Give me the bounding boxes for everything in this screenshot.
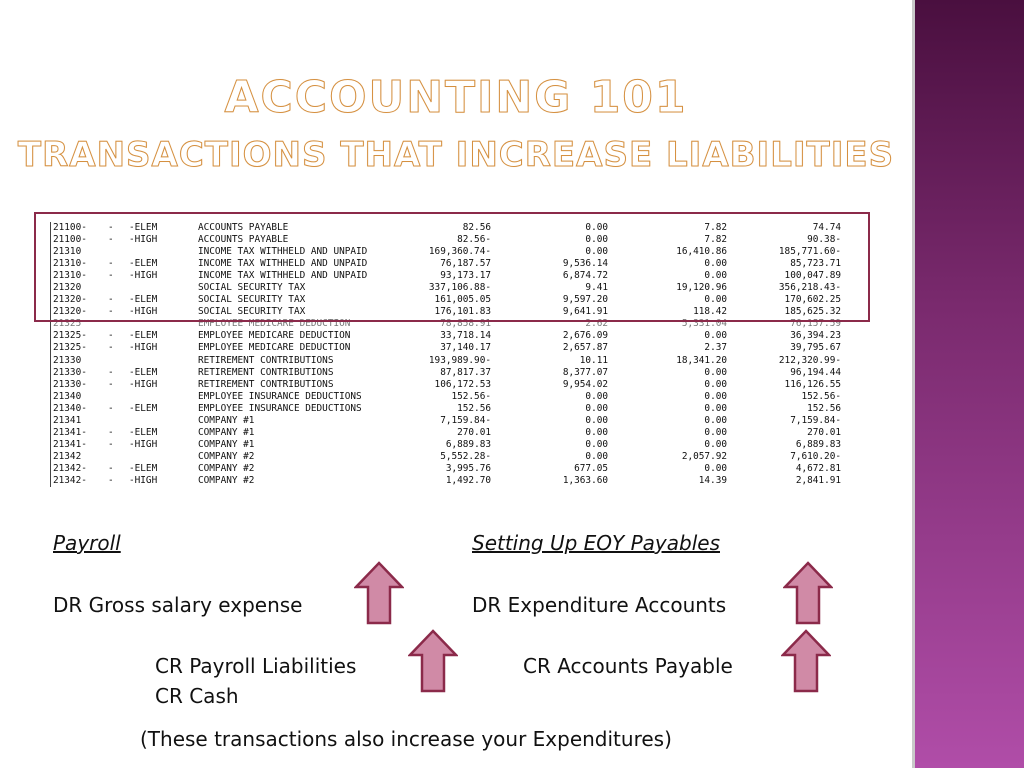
amount-col-3: 0.00 [704,378,727,390]
amount-col-1: 270.01 [457,426,491,438]
amount-col-4: 185,625.32 [784,306,841,318]
amount-col-4: 152.56- [801,390,841,402]
account-description: INCOME TAX WITHHELD AND UNPAID [198,246,368,258]
row-type: -ELEM [129,462,158,474]
row-separator: - [108,378,114,390]
amount-col-1: 87,817.37 [440,366,491,378]
amount-col-4: 39,795.67 [790,342,841,354]
amount-col-2: 1,363.60 [562,474,608,486]
amount-col-4: 2,841.91 [795,474,841,486]
table-row [51,403,871,415]
table-row [51,475,871,487]
amount-col-3: 16,410.86 [676,246,727,258]
slide-subtitle: TRANSACTIONS THAT INCREASE LIABILITIES [17,135,895,175]
amount-col-1: 5,552.28- [440,450,491,462]
amount-col-4: 356,218.43- [778,282,841,294]
account-description: EMPLOYEE INSURANCE DEDUCTIONS [198,402,362,414]
amount-col-2: 0.00 [585,390,608,402]
amount-col-3: 0.00 [704,438,727,450]
amount-col-3: 2.37 [704,342,727,354]
account-number: 21340 [53,390,82,402]
account-number: 21310 [53,246,82,258]
payroll-heading: Payroll [53,531,121,555]
account-number: 21320 [53,282,82,294]
amount-col-2: 0.00 [585,438,608,450]
account-description: COMPANY #1 [198,414,255,426]
amount-col-4: 116,126.55 [784,378,841,390]
eoy-debit: DR Expenditure Accounts [472,593,727,617]
account-description: SOCIAL SECURITY TAX [198,294,306,306]
amount-col-1: 6,889.83 [445,438,491,450]
row-separator: - [108,294,114,306]
amount-col-2: 0.00 [585,246,608,258]
row-type: -HIGH [129,306,158,318]
row-type: -HIGH [129,234,158,246]
account-description: RETIREMENT CONTRIBUTIONS [198,378,334,390]
account-number: 21341- [53,438,87,450]
amount-col-1: 106,172.53 [434,378,491,390]
amount-col-1: 7,159.84- [440,414,491,426]
account-number: 21320- [53,294,87,306]
amount-col-3: 19,120.96 [676,282,727,294]
account-description: RETIREMENT CONTRIBUTIONS [198,354,334,366]
amount-col-3: 0.00 [704,258,727,270]
account-description: SOCIAL SECURITY TAX [198,282,306,294]
amount-col-1: 37,140.17 [440,342,491,354]
amount-col-3: 0.00 [704,330,727,342]
up-arrow-icon [408,629,458,693]
account-description: COMPANY #2 [198,462,255,474]
account-number: 21330- [53,366,87,378]
amount-col-2: 0.00 [585,234,608,246]
table-row [51,415,871,427]
amount-col-2: 677.05 [574,462,608,474]
amount-col-3: 5,331.04 [681,318,727,330]
account-number: 21325 [53,318,82,330]
account-number: 21342 [53,450,82,462]
amount-col-4: 100,047.89 [784,270,841,282]
amount-col-2: 2,657.87 [562,342,608,354]
row-type: -HIGH [129,270,158,282]
amount-col-2: 0.00 [585,426,608,438]
amount-col-4: 76,157.59 [790,318,841,330]
amount-col-1: 76,187.57 [440,258,491,270]
account-description: COMPANY #1 [198,438,255,450]
decorative-sidebar [912,0,1024,768]
account-description: ACCOUNTS PAYABLE [198,234,289,246]
slide-title: ACCOUNTING 101 [224,72,688,123]
row-separator: - [108,402,114,414]
amount-col-4: 6,889.83 [795,438,841,450]
table-row [51,330,871,342]
account-description: EMPLOYEE INSURANCE DEDUCTIONS [198,390,362,402]
amount-col-2: 0.00 [585,402,608,414]
table-row [51,367,871,379]
amount-col-4: 7,610.20- [790,450,841,462]
amount-col-2: 0.00 [585,414,608,426]
amount-col-3: 2,057.92 [681,450,727,462]
account-number: 21341- [53,426,87,438]
amount-col-1: 82.56 [462,222,491,233]
table-row [51,342,871,354]
account-number: 21342- [53,474,87,486]
amount-col-4: 185,771.60- [778,246,841,258]
row-type: -ELEM [129,330,158,342]
amount-col-2: 6,874.72 [562,270,608,282]
row-separator: - [108,270,114,282]
row-separator: - [108,462,114,474]
account-description: INCOME TAX WITHHELD AND UNPAID [198,270,368,282]
amount-col-1: 78,858.91 [440,318,491,330]
up-arrow-icon [783,561,833,625]
amount-col-3: 0.00 [704,294,727,306]
account-description: COMPANY #2 [198,474,255,486]
table-row [51,463,871,475]
amount-col-3: 0.00 [704,270,727,282]
account-number: 21342- [53,462,87,474]
account-number: 21340- [53,402,87,414]
amount-col-3: 0.00 [704,402,727,414]
amount-col-2: 9,954.02 [562,378,608,390]
account-number: 21325- [53,330,87,342]
amount-col-1: 33,718.14 [440,330,491,342]
table-row [51,355,871,367]
amount-col-2: 10.11 [579,354,608,366]
amount-col-2: 8,377.07 [562,366,608,378]
row-type: -ELEM [129,294,158,306]
eoy-heading: Setting Up EOY Payables [472,531,720,555]
row-separator: - [108,342,114,354]
amount-col-3: 0.00 [704,390,727,402]
account-description: EMPLOYEE MEDICARE DEDUCTION [198,318,351,330]
amount-col-3: 118.42 [693,306,727,318]
account-number: 21320- [53,306,87,318]
amount-col-3: 0.00 [704,462,727,474]
row-type: -HIGH [129,438,158,450]
amount-col-4: 96,194.44 [790,366,841,378]
table-row [51,379,871,391]
amount-col-2: 9,641.91 [562,306,608,318]
amount-col-1: 152.56- [451,390,491,402]
amount-col-3: 7.82 [704,222,727,233]
row-separator: - [108,330,114,342]
up-arrow-icon [354,561,404,625]
amount-col-3: 0.00 [704,426,727,438]
account-number: 21100- [53,222,87,233]
amount-col-4: 152.56 [807,402,841,414]
account-description: COMPANY #2 [198,450,255,462]
amount-col-3: 7.82 [704,234,727,246]
table-row [51,451,871,463]
account-description: INCOME TAX WITHHELD AND UNPAID [198,258,368,270]
amount-col-4: 4,672.81 [795,462,841,474]
row-separator: - [108,438,114,450]
row-separator: - [108,306,114,318]
amount-col-1: 161,005.05 [434,294,491,306]
row-type: -ELEM [129,258,158,270]
row-separator: - [108,222,114,233]
account-number: 21330- [53,378,87,390]
amount-col-3: 14.39 [698,474,727,486]
amount-col-2: 0.00 [585,222,608,233]
amount-col-4: 74.74 [812,222,841,233]
account-description: ACCOUNTS PAYABLE [198,222,289,233]
amount-col-4: 36,394.23 [790,330,841,342]
account-description: COMPANY #1 [198,426,255,438]
account-number: 21330 [53,354,82,366]
amount-col-1: 169,360.74- [428,246,491,258]
table-row [51,427,871,439]
row-type: -HIGH [129,378,158,390]
row-separator: - [108,258,114,270]
account-description: EMPLOYEE MEDICARE DEDUCTION [198,330,351,342]
table-row [51,391,871,403]
amount-col-4: 85,723.71 [790,258,841,270]
eoy-credit: CR Accounts Payable [523,654,733,678]
account-description: SOCIAL SECURITY TAX [198,306,306,318]
amount-col-1: 193,989.90- [428,354,491,366]
amount-col-4: 212,320.99- [778,354,841,366]
account-number: 21310- [53,270,87,282]
payroll-credit-liabilities: CR Payroll Liabilities [155,654,357,678]
account-number: 21325- [53,342,87,354]
amount-col-2: 9,597.20 [562,294,608,306]
row-type: -ELEM [129,222,158,233]
amount-col-2: 9.41 [585,282,608,294]
account-number: 21341 [53,414,82,426]
row-separator: - [108,426,114,438]
amount-col-2: 0.00 [585,450,608,462]
amount-col-4: 7,159.84- [790,414,841,426]
amount-col-3: 18,341.20 [676,354,727,366]
account-number: 21100- [53,234,87,246]
amount-col-1: 176,101.83 [434,306,491,318]
amount-col-1: 3,995.76 [445,462,491,474]
amount-col-3: 0.00 [704,366,727,378]
account-description: EMPLOYEE MEDICARE DEDUCTION [198,342,351,354]
row-type: -ELEM [129,426,158,438]
row-type: -ELEM [129,366,158,378]
amount-col-2: 2.62 [585,318,608,330]
footnote: (These transactions also increase your Expenditures) [140,727,672,751]
table-row [51,439,871,451]
amount-col-1: 152.56 [457,402,491,414]
account-number: 21310- [53,258,87,270]
row-separator: - [108,234,114,246]
amount-col-4: 90.38- [807,234,841,246]
highlight-box [34,212,870,322]
amount-col-1: 82.56- [457,234,491,246]
row-type: -ELEM [129,402,158,414]
amount-col-4: 170,602.25 [784,294,841,306]
up-arrow-icon [781,629,831,693]
payroll-debit: DR Gross salary expense [53,593,303,617]
amount-col-1: 1,492.70 [445,474,491,486]
amount-col-1: 337,106.88- [428,282,491,294]
row-type: -HIGH [129,342,158,354]
payroll-credit-cash: CR Cash [155,684,239,708]
amount-col-2: 9,536.14 [562,258,608,270]
row-type: -HIGH [129,474,158,486]
amount-col-2: 2,676.09 [562,330,608,342]
amount-col-1: 93,173.17 [440,270,491,282]
account-description: RETIREMENT CONTRIBUTIONS [198,366,334,378]
row-separator: - [108,366,114,378]
amount-col-4: 270.01 [807,426,841,438]
amount-col-3: 0.00 [704,414,727,426]
row-separator: - [108,474,114,486]
